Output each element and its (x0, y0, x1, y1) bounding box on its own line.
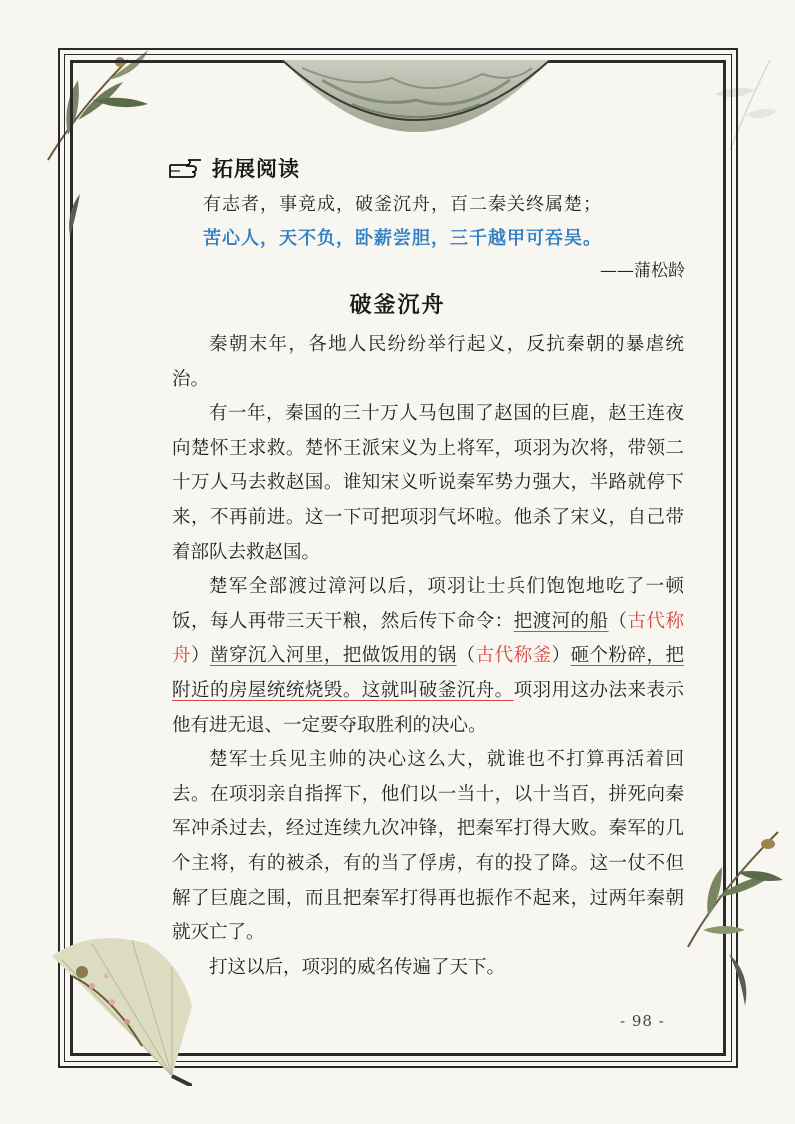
underlined-text: 把渡河的船 (513, 610, 609, 632)
underlined-text: 砸个粉碎，把附近的房屋统统烧毁。这就叫破釜沉舟。 (172, 645, 684, 701)
paren-open: （ (608, 610, 628, 632)
poem-author: ——蒲松龄 (600, 261, 685, 281)
paren-close: ） (190, 645, 210, 667)
paragraph-3-text: 楚军全部渡过漳河以后，项羽让士兵们饱饱地吃了一顿饭，每人再带三天干粮，然后传下命令： (172, 576, 684, 632)
paragraph-5: 打这以后，项羽的威名传遍了天下。 (209, 956, 506, 978)
paragraph-2: 有一年，秦国的三十万人马包围了赵国的巨鹿，赵王连夜向楚怀王求救。楚怀王派宋义为上将军，项羽为次将，带领二十万人马去救赵国。谁知宋义听说秦军势力强大，半路就停下来，不再前进。这一下可把项羽气坏啦。他杀了宋义，自己带着部队去救赵国。 (172, 403, 684, 563)
ink-stroke-icon (725, 950, 755, 1010)
paragraph-4: 楚军士兵见主帅的决心这么大，就谁也不打算再活着回去。在项羽亲自指挥下，他们以一当十，以十当百，拼死向秦军冲杀过去，经过连续九次冲锋，把秦军打得大败。秦军的几个主将，有的被杀，有的当了俘虏，有的投了降。这一仗不但解了巨鹿之围，而且把秦军打得再也振作不起来，过两年秦朝就灭亡了。 (172, 749, 684, 944)
paragraph-3 (172, 570, 684, 743)
annotation-zhou: 古代称舟 (172, 610, 684, 667)
blossom-fan-icon (52, 936, 192, 1086)
section-title: 拓展阅读 (212, 156, 300, 181)
paragraph-1: 秦朝末年，各地人民纷纷举行起义，反抗秦朝的暴虐统治。 (172, 334, 684, 390)
paren-open: （ (456, 645, 476, 667)
pointing-hand-icon (168, 157, 202, 179)
landscape-fan-icon (282, 60, 550, 132)
story-title: 破釜沉舟 (349, 292, 446, 318)
underlined-text: 凿穿沉入河里，把做饭用的锅 (209, 645, 457, 667)
annotation-fu: 古代称釜 (475, 645, 552, 667)
poem-line-2: 苦心人，天不负，卧薪尝胆，三千越甲可吞吴。 (203, 228, 602, 249)
section-header (168, 152, 300, 184)
story-body (172, 328, 684, 985)
ink-stroke-icon (64, 192, 84, 238)
poem-line-1: 有志者，事竟成，破釜沉舟，百二秦关终属楚； (203, 194, 602, 215)
paren-close: ） (551, 645, 571, 667)
paragraph-3-text: 项羽用这办法来表示他有进无退、一定要夺取胜利的决心。 (172, 679, 684, 736)
page-number: - 98 - (620, 1012, 665, 1030)
bamboo-bird-icon (678, 822, 788, 952)
